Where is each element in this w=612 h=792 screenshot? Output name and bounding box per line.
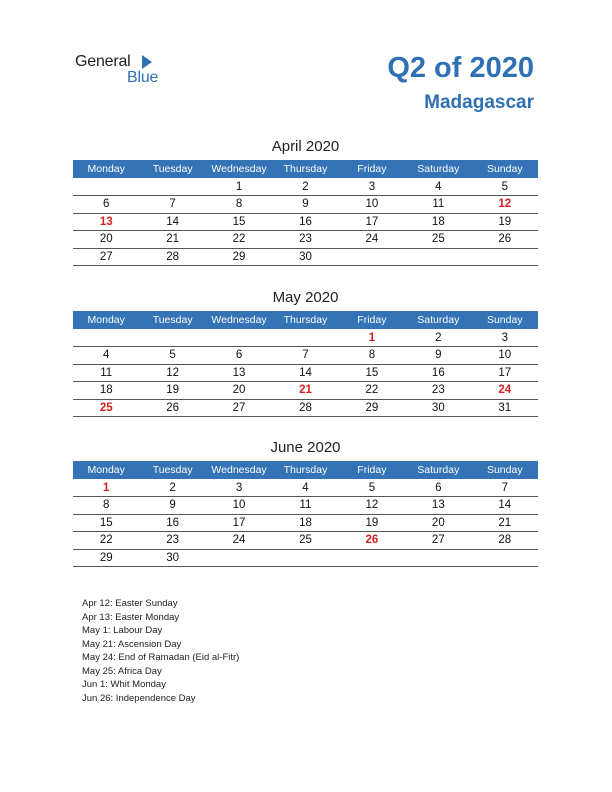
weekday-header: Tuesday xyxy=(139,311,205,329)
date-cell: 28 xyxy=(472,532,538,550)
date-cell: 19 xyxy=(472,213,538,231)
date-cell: 29 xyxy=(73,549,139,567)
date-cell: 26 xyxy=(139,399,205,417)
holiday-date-cell: 1 xyxy=(339,329,405,347)
date-cell: 2 xyxy=(272,178,338,196)
date-cell: 24 xyxy=(206,532,272,550)
calendar-table xyxy=(73,461,538,567)
date-cell xyxy=(73,329,139,347)
date-cell: 13 xyxy=(206,364,272,382)
date-cell: 30 xyxy=(405,399,471,417)
weekday-header: Monday xyxy=(73,160,139,178)
date-cell: 15 xyxy=(339,364,405,382)
date-cell: 25 xyxy=(405,231,471,249)
weekday-header: Sunday xyxy=(472,160,538,178)
holiday-date-cell: 1 xyxy=(73,479,139,497)
date-cell xyxy=(206,329,272,347)
country-name: Madagascar xyxy=(424,92,534,113)
date-cell: 3 xyxy=(472,329,538,347)
date-cell: 15 xyxy=(206,213,272,231)
date-cell: 6 xyxy=(206,347,272,365)
date-cell: 14 xyxy=(472,497,538,515)
date-cell: 1 xyxy=(206,178,272,196)
holiday-note: Apr 12: Easter Sunday xyxy=(82,598,178,609)
date-cell: 29 xyxy=(339,399,405,417)
date-cell xyxy=(73,178,139,196)
date-cell: 22 xyxy=(339,382,405,400)
calendar-table xyxy=(73,160,538,266)
holiday-note: May 25: Africa Day xyxy=(82,665,162,677)
weekday-header: Thursday xyxy=(272,160,338,178)
date-cell: 28 xyxy=(139,248,205,266)
week-row xyxy=(73,399,538,417)
weekday-header: Sunday xyxy=(472,461,538,479)
date-cell: 26 xyxy=(472,231,538,249)
date-cell: 30 xyxy=(139,549,205,567)
date-cell: 29 xyxy=(206,248,272,266)
weekday-header: Thursday xyxy=(272,311,338,329)
month-title: May 2020 xyxy=(272,289,339,306)
logo-flag-icon xyxy=(142,55,152,69)
holiday-note: May 24: End of Ramadan (Eid al-Fitr) xyxy=(82,652,240,663)
month-title: June 2020 xyxy=(270,439,341,456)
month-april xyxy=(73,138,538,266)
date-cell: 7 xyxy=(272,347,338,365)
date-cell: 17 xyxy=(472,364,538,382)
date-cell: 4 xyxy=(405,178,471,196)
date-cell: 20 xyxy=(405,514,471,532)
date-cell: 15 xyxy=(73,514,139,532)
date-cell: 25 xyxy=(272,532,338,550)
date-cell: 12 xyxy=(139,364,205,382)
week-row xyxy=(73,231,538,249)
date-cell xyxy=(139,178,205,196)
date-cell: 16 xyxy=(405,364,471,382)
date-cell: 17 xyxy=(339,213,405,231)
date-cell: 18 xyxy=(405,213,471,231)
weekday-header: Tuesday xyxy=(139,160,205,178)
date-cell: 20 xyxy=(206,382,272,400)
date-cell xyxy=(272,329,338,347)
date-cell xyxy=(472,549,538,567)
date-cell: 27 xyxy=(405,532,471,550)
holiday-note: Jun 26: Independence Day xyxy=(82,692,196,704)
week-row xyxy=(73,479,538,497)
date-cell xyxy=(206,549,272,567)
generalblue-logo xyxy=(75,53,175,87)
date-cell: 23 xyxy=(272,231,338,249)
date-cell: 2 xyxy=(139,479,205,497)
week-row xyxy=(73,532,538,550)
holiday-note: May 1: Labour Day xyxy=(82,625,163,636)
calendar-table xyxy=(73,311,538,417)
date-cell: 6 xyxy=(73,196,139,214)
weekday-header: Wednesday xyxy=(206,461,272,479)
week-row xyxy=(73,196,538,214)
date-cell: 9 xyxy=(272,196,338,214)
date-cell: 16 xyxy=(139,514,205,532)
date-cell: 23 xyxy=(405,382,471,400)
date-cell: 17 xyxy=(206,514,272,532)
weekday-header: Sunday xyxy=(472,311,538,329)
week-row xyxy=(73,347,538,365)
date-cell xyxy=(339,248,405,266)
date-cell: 16 xyxy=(272,213,338,231)
date-cell: 11 xyxy=(272,497,338,515)
date-cell: 21 xyxy=(139,231,205,249)
week-row xyxy=(73,497,538,515)
date-cell: 23 xyxy=(139,532,205,550)
date-cell: 2 xyxy=(405,329,471,347)
weekday-header: Thursday xyxy=(272,461,338,479)
holiday-date-cell: 12 xyxy=(472,196,538,214)
date-cell: 8 xyxy=(206,196,272,214)
page-title: Q2 of 2020 xyxy=(387,52,534,84)
holiday-date-cell: 26 xyxy=(339,532,405,550)
date-cell: 10 xyxy=(206,497,272,515)
date-cell: 3 xyxy=(206,479,272,497)
weekday-header-row xyxy=(73,160,538,178)
date-cell: 22 xyxy=(206,231,272,249)
holiday-date-cell: 25 xyxy=(73,399,139,417)
weekday-header: Wednesday xyxy=(206,160,272,178)
logo-text-general: General xyxy=(75,53,131,70)
week-row xyxy=(73,329,538,347)
date-cell: 27 xyxy=(206,399,272,417)
date-cell: 5 xyxy=(472,178,538,196)
date-cell xyxy=(139,329,205,347)
date-cell xyxy=(339,549,405,567)
weekday-header: Friday xyxy=(339,160,405,178)
weekday-header: Saturday xyxy=(405,311,471,329)
date-cell: 14 xyxy=(139,213,205,231)
weekday-header: Tuesday xyxy=(139,461,205,479)
week-row xyxy=(73,514,538,532)
date-cell: 22 xyxy=(73,532,139,550)
date-cell: 9 xyxy=(139,497,205,515)
date-cell: 3 xyxy=(339,178,405,196)
date-cell: 10 xyxy=(339,196,405,214)
date-cell: 18 xyxy=(73,382,139,400)
date-cell: 28 xyxy=(272,399,338,417)
date-cell: 6 xyxy=(405,479,471,497)
holiday-date-cell: 21 xyxy=(272,382,338,400)
date-cell: 8 xyxy=(339,347,405,365)
week-row xyxy=(73,364,538,382)
date-cell: 7 xyxy=(139,196,205,214)
date-cell xyxy=(405,248,471,266)
date-cell xyxy=(272,549,338,567)
weekday-header-row xyxy=(73,311,538,329)
weekday-header: Monday xyxy=(73,311,139,329)
holiday-note: Apr 13: Easter Monday xyxy=(82,611,180,623)
date-cell: 19 xyxy=(139,382,205,400)
date-cell xyxy=(405,549,471,567)
weekday-header-row xyxy=(73,461,538,479)
date-cell: 12 xyxy=(339,497,405,515)
date-cell: 30 xyxy=(272,248,338,266)
date-cell: 5 xyxy=(339,479,405,497)
holiday-note: May 21: Ascension Day xyxy=(82,638,182,650)
week-row xyxy=(73,178,538,196)
date-cell: 18 xyxy=(272,514,338,532)
date-cell: 9 xyxy=(405,347,471,365)
holiday-date-cell: 24 xyxy=(472,382,538,400)
date-cell: 19 xyxy=(339,514,405,532)
holiday-note: Jun 1: Whit Monday xyxy=(82,679,166,690)
weekday-header: Saturday xyxy=(405,461,471,479)
date-cell: 11 xyxy=(73,364,139,382)
date-cell: 7 xyxy=(472,479,538,497)
weekday-header: Saturday xyxy=(405,160,471,178)
month-june xyxy=(73,439,538,567)
week-row xyxy=(73,213,538,231)
date-cell: 14 xyxy=(272,364,338,382)
weekday-header: Friday xyxy=(339,311,405,329)
week-row xyxy=(73,382,538,400)
date-cell: 8 xyxy=(73,497,139,515)
date-cell: 31 xyxy=(472,399,538,417)
weekday-header: Wednesday xyxy=(206,311,272,329)
month-may xyxy=(73,289,538,417)
week-row xyxy=(73,248,538,266)
date-cell: 4 xyxy=(73,347,139,365)
logo-text-blue: Blue xyxy=(127,69,159,86)
date-cell: 11 xyxy=(405,196,471,214)
date-cell xyxy=(472,248,538,266)
date-cell: 5 xyxy=(139,347,205,365)
holiday-date-cell: 13 xyxy=(73,213,139,231)
week-row xyxy=(73,549,538,567)
date-cell: 10 xyxy=(472,347,538,365)
date-cell: 24 xyxy=(339,231,405,249)
month-title: April 2020 xyxy=(271,138,340,155)
date-cell: 4 xyxy=(272,479,338,497)
holiday-notes xyxy=(82,597,239,705)
weekday-header: Friday xyxy=(339,461,405,479)
date-cell: 27 xyxy=(73,248,139,266)
date-cell: 21 xyxy=(472,514,538,532)
date-cell: 13 xyxy=(405,497,471,515)
date-cell: 20 xyxy=(73,231,139,249)
weekday-header: Monday xyxy=(73,461,139,479)
